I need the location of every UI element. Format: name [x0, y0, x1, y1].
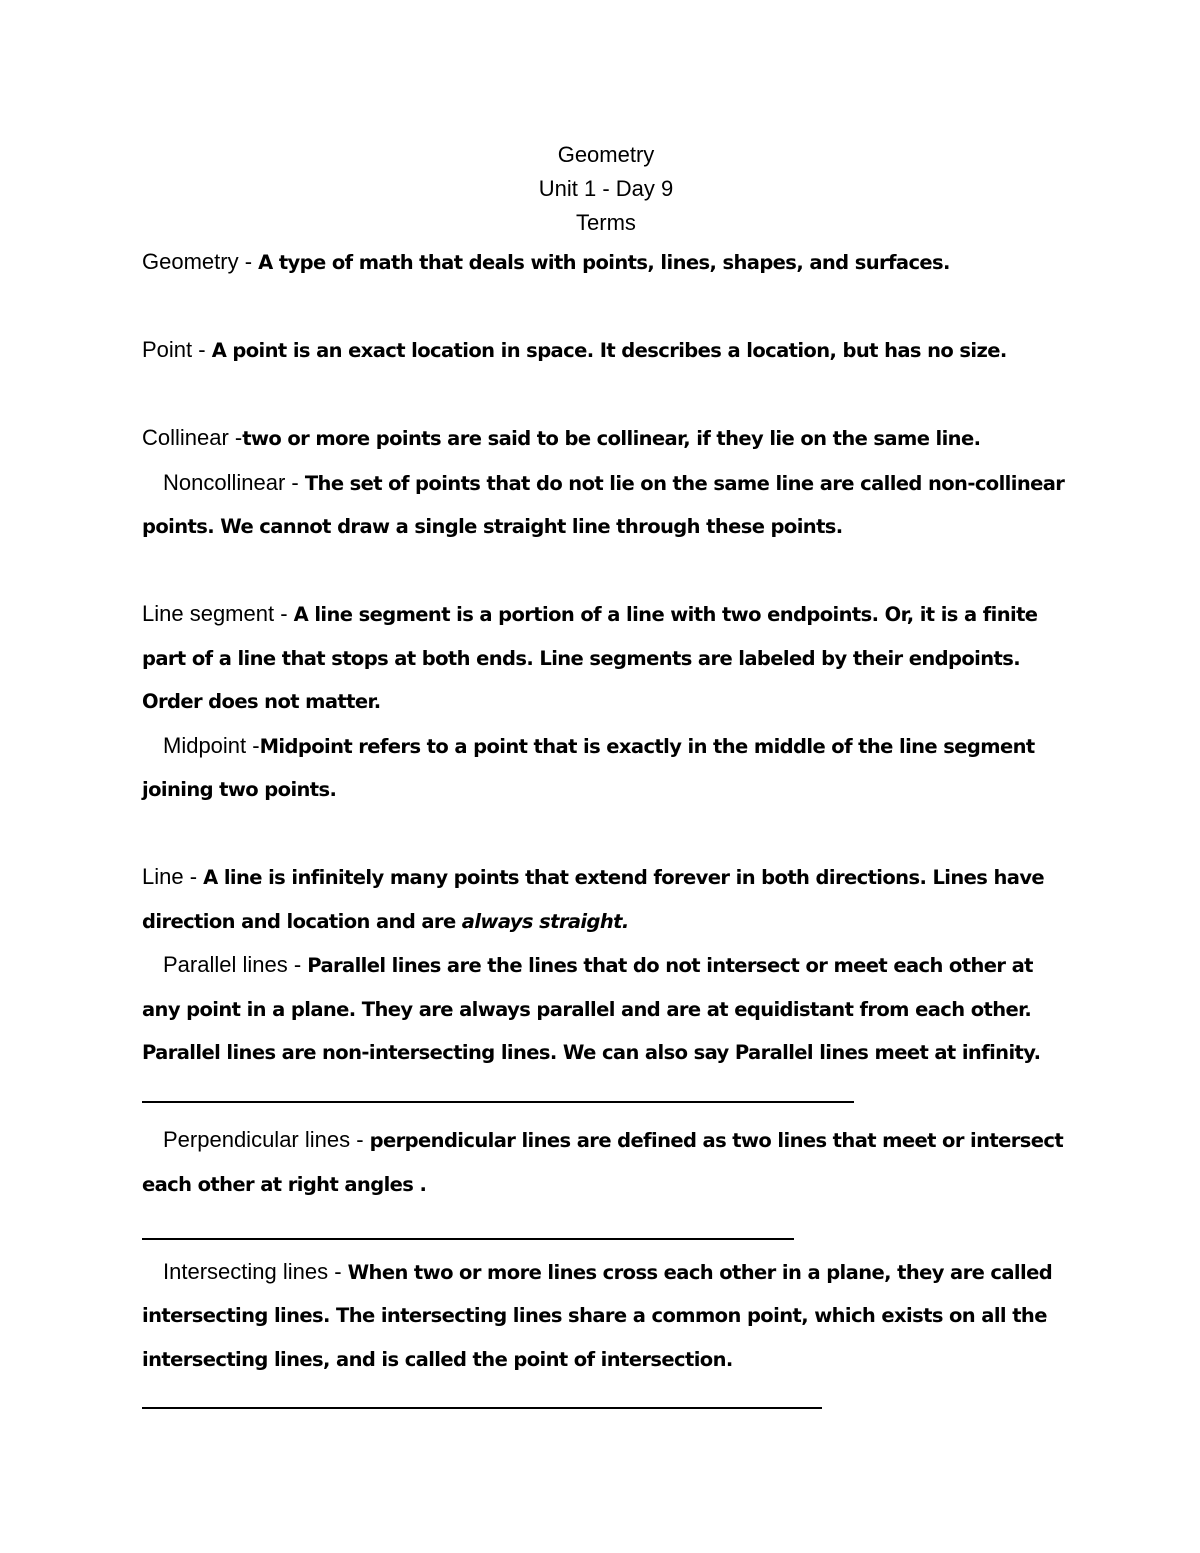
def-line-emphasis: always straight. — [461, 909, 629, 933]
term-intersecting: Intersecting lines - — [163, 1258, 348, 1284]
header-subtitle: Terms — [576, 210, 636, 235]
term-line: Line - — [142, 864, 204, 889]
entry-parallel — [142, 943, 1072, 1118]
def-collinear: two or more points are said to be collinear, if they lie on the same line. — [242, 427, 981, 450]
def-noncollinear: The set of points that do not lie on the same line are called non-collinear points. We cannot draw a single straight line through these points. — [142, 471, 1065, 538]
entry-noncollinear — [142, 461, 1072, 549]
answer-blank-perpendicular — [142, 1206, 1072, 1250]
worksheet-page — [142, 138, 1072, 1425]
entry-perpendicular — [142, 1118, 1072, 1206]
entry-point — [142, 328, 1072, 373]
header-title: Geometry — [557, 142, 655, 167]
def-line-segment: A line segment is a portion of a line with two endpoints. Or, it is a finite part of a line that stops at both ends. Line segments are labeled by their endpoints. Order does not matter. — [142, 603, 1038, 713]
worksheet-header — [140, 138, 1072, 240]
term-collinear: Collinear - — [142, 425, 243, 450]
entry-midpoint — [142, 724, 1072, 812]
spacer — [142, 549, 1072, 593]
term-perpendicular: Perpendicular lines - — [163, 1127, 370, 1152]
term-noncollinear: Noncollinear - — [163, 469, 305, 495]
term-geometry: Geometry - — [142, 249, 259, 274]
spacer — [142, 285, 1072, 329]
term-parallel: Parallel lines - — [163, 952, 308, 977]
def-line: A line is infinitely many points that extend forever in both directions. Lines have direction and location and are — [142, 866, 1045, 933]
entry-line — [142, 855, 1072, 943]
spacer — [142, 812, 1072, 856]
entry-geometry — [142, 240, 1072, 285]
entry-collinear — [142, 416, 1072, 461]
header-unit: Unit 1 - Day 9 — [538, 176, 674, 201]
def-intersecting: When two or more lines cross each other in a plane, they are called intersecting lines. The intersecting lines share a common point, which exists on all the intersecting lines, and is called the point of intersection. — [142, 1260, 1053, 1371]
def-parallel: Parallel lines are the lines that do not intersect or meet each other at any point in a plane. They are always parallel and are at equidistant from each other. Parallel lines are non-intersecting lines. We can also say Parallel lines meet at infinity. — [142, 954, 1041, 1064]
answer-blank-parallel — [142, 1100, 854, 1103]
entry-line-segment — [142, 592, 1072, 724]
term-line-segment: Line segment - — [142, 601, 294, 626]
spacer — [142, 373, 1072, 417]
def-perpendicular: perpendicular lines are defined as two lines that meet or intersect each other at right angles . — [142, 1129, 1064, 1196]
term-midpoint: Midpoint - — [163, 732, 260, 758]
entry-intersecting — [142, 1250, 1072, 1425]
def-midpoint: Midpoint refers to a point that is exactly in the middle of the line segment joining two points. — [142, 734, 1035, 801]
def-geometry: A type of math that deals with points, lines, shapes, and surfaces. — [258, 251, 950, 274]
def-point: A point is an exact location in space. It describes a location, but has no size. — [211, 339, 1007, 362]
answer-blank-intersecting — [142, 1406, 822, 1409]
term-point: Point - — [142, 337, 212, 362]
